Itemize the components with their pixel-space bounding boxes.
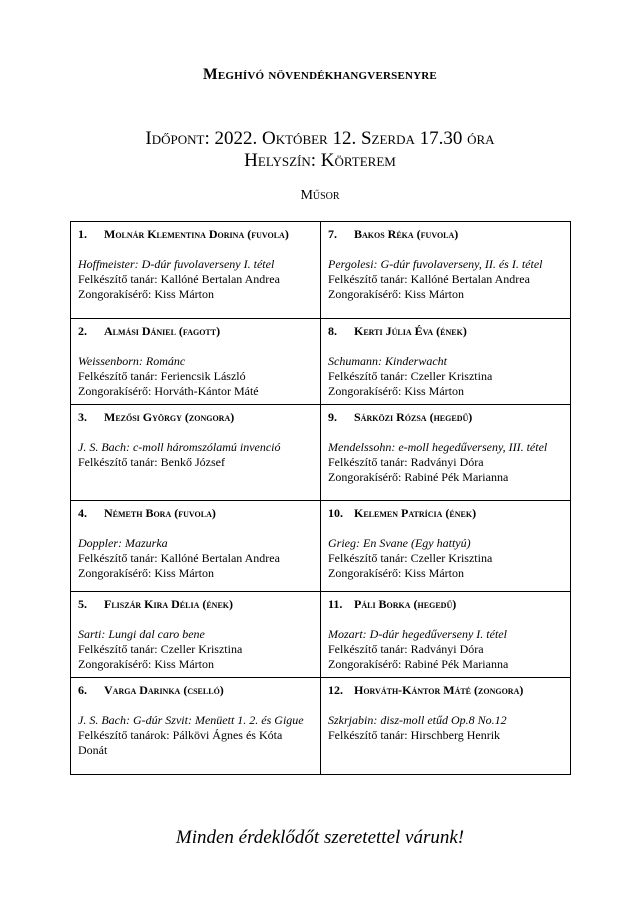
performer-name: Varga Darinka (cselló) bbox=[104, 683, 224, 697]
accompanist-line: Zongorakísérő: Kiss Márton bbox=[78, 657, 214, 671]
performer-header bbox=[78, 410, 313, 425]
piece-title: J. S. Bach: G-dúr Szvit: Menüett 1. 2. és Gigue bbox=[78, 713, 304, 727]
teacher-line: Felkészítő tanár: Kallóné Bertalan Andrea bbox=[78, 551, 280, 565]
performer-header bbox=[328, 683, 563, 698]
performer-cell bbox=[71, 319, 321, 405]
program-table bbox=[70, 221, 571, 775]
performer-name: Páli Borka (hegedű) bbox=[354, 597, 457, 611]
table-row bbox=[71, 405, 571, 501]
accompanist-line: Zongorakísérő: Rabiné Pék Marianna bbox=[328, 657, 509, 671]
closing-invitation: Minden érdeklődőt szeretettel várunk! bbox=[175, 827, 465, 848]
performer-name: Molnár Klementina Dorina (fuvola) bbox=[104, 227, 289, 241]
accompanist-line: Zongorakísérő: Kiss Márton bbox=[328, 384, 464, 398]
piece-title: Doppler: Mazurka bbox=[78, 536, 168, 550]
piece-title: Sarti: Lungi dal caro bene bbox=[78, 627, 205, 641]
table-row bbox=[71, 222, 571, 319]
teacher-line: Felkészítő tanár: Czeller Krisztina bbox=[78, 642, 243, 656]
performer-header bbox=[78, 597, 313, 612]
performer-name: Németh Bora (fuvola) bbox=[104, 506, 216, 520]
teacher-line: Felkészítő tanár: Kallóné Bertalan Andrea bbox=[328, 272, 530, 286]
performer-header bbox=[328, 410, 563, 425]
performer-cell bbox=[71, 592, 321, 678]
performer-header bbox=[78, 506, 313, 521]
piece-title: Hoffmeister: D-dúr fuvolaverseny I. tétel bbox=[78, 257, 275, 271]
performer-header bbox=[328, 597, 563, 612]
piece-title: Mozart: D-dúr hegedűverseny I. tétel bbox=[328, 627, 507, 641]
accompanist-line: Zongorakísérő: Kiss Márton bbox=[328, 566, 464, 580]
piece-title: Szkrjabin: disz-moll etűd Op.8 No.12 bbox=[328, 713, 507, 727]
performer-number: 10. bbox=[328, 506, 343, 520]
teacher-line: Felkészítő tanár: Radványi Dóra bbox=[328, 455, 484, 469]
teacher-line: Felkészítő tanár: Hirschberg Henrik bbox=[328, 728, 501, 742]
piece-title: J. S. Bach: c-moll háromszólamú invenció bbox=[78, 440, 281, 454]
performer-cell bbox=[71, 501, 321, 592]
performer-name: Almási Dániel (fagott) bbox=[104, 324, 221, 338]
performer-number: 2. bbox=[78, 324, 87, 338]
performer-number: 3. bbox=[78, 410, 87, 424]
performer-header bbox=[328, 506, 563, 521]
accompanist-line: Zongorakísérő: Kiss Márton bbox=[328, 287, 464, 301]
performer-cell bbox=[321, 592, 571, 678]
performer-number: 11. bbox=[328, 597, 343, 611]
table-row bbox=[71, 678, 571, 775]
teacher-line: Felkészítő tanárok: Pálkövi Ágnes és Kóta Donát bbox=[78, 728, 283, 757]
performer-name: Kelemen Patrícia (ének) bbox=[354, 506, 477, 520]
teacher-line: Felkészítő tanár: Kallóné Bertalan Andrea bbox=[78, 272, 280, 286]
performer-number: 1. bbox=[78, 227, 87, 241]
performer-name: Fliszár Kira Délia (ének) bbox=[104, 597, 234, 611]
teacher-line: Felkészítő tanár: Czeller Krisztina bbox=[328, 369, 493, 383]
teacher-line: Felkészítő tanár: Feriencsik László bbox=[78, 369, 246, 383]
performer-number: 12. bbox=[328, 683, 343, 697]
performer-name: Kerti Júlia Éva (ének) bbox=[354, 324, 467, 338]
accompanist-line: Zongorakísérő: Horváth-Kántor Máté bbox=[78, 384, 259, 398]
performer-name: Mezősi György (zongora) bbox=[104, 410, 235, 424]
performer-number: 4. bbox=[78, 506, 87, 520]
performer-cell bbox=[321, 501, 571, 592]
accompanist-line: Zongorakísérő: Rabiné Pék Marianna bbox=[328, 470, 509, 484]
teacher-line: Felkészítő tanár: Benkő József bbox=[78, 455, 225, 469]
event-place: Helyszín: Körterem bbox=[244, 150, 396, 171]
performer-number: 9. bbox=[328, 410, 337, 424]
performer-header bbox=[328, 324, 563, 339]
teacher-line: Felkészítő tanár: Czeller Krisztina bbox=[328, 551, 493, 565]
piece-title: Grieg: En Svane (Egy hattyú) bbox=[328, 536, 471, 550]
accompanist-line: Zongorakísérő: Kiss Márton bbox=[78, 566, 214, 580]
performer-header bbox=[78, 227, 313, 242]
performer-name: Bakos Réka (fuvola) bbox=[354, 227, 459, 241]
program-heading: Műsor bbox=[300, 188, 340, 203]
piece-title: Schumann: Kinderwacht bbox=[328, 354, 447, 368]
teacher-line: Felkészítő tanár: Radványi Dóra bbox=[328, 642, 484, 656]
piece-title: Weissenborn: Románc bbox=[78, 354, 186, 368]
event-time: Időpont: 2022. Október 12. Szerda 17.30 óra bbox=[145, 128, 495, 149]
table-row bbox=[71, 319, 571, 405]
performer-number: 6. bbox=[78, 683, 87, 697]
performer-cell bbox=[321, 678, 571, 775]
performer-cell bbox=[71, 222, 321, 319]
performer-name: Sárközi Rózsa (hegedű) bbox=[354, 410, 473, 424]
performer-cell bbox=[321, 222, 571, 319]
performer-cell bbox=[321, 405, 571, 501]
table-row bbox=[71, 592, 571, 678]
performer-number: 7. bbox=[328, 227, 337, 241]
page-title: Meghívó növendékhangversenyre bbox=[203, 66, 437, 83]
performer-cell bbox=[71, 405, 321, 501]
performer-header bbox=[78, 683, 313, 698]
accompanist-line: Zongorakísérő: Kiss Márton bbox=[78, 287, 214, 301]
performer-name: Horváth-Kántor Máté (zongora) bbox=[354, 683, 524, 697]
performer-number: 8. bbox=[328, 324, 337, 338]
piece-title: Mendelssohn: e-moll hegedűverseny, III. tétel bbox=[328, 440, 548, 454]
table-row bbox=[71, 501, 571, 592]
performer-header bbox=[78, 324, 313, 339]
piece-title: Pergolesi: G-dúr fuvolaverseny, II. és I. tétel bbox=[328, 257, 543, 271]
performer-number: 5. bbox=[78, 597, 87, 611]
performer-cell bbox=[71, 678, 321, 775]
performer-header bbox=[328, 227, 563, 242]
performer-cell bbox=[321, 319, 571, 405]
